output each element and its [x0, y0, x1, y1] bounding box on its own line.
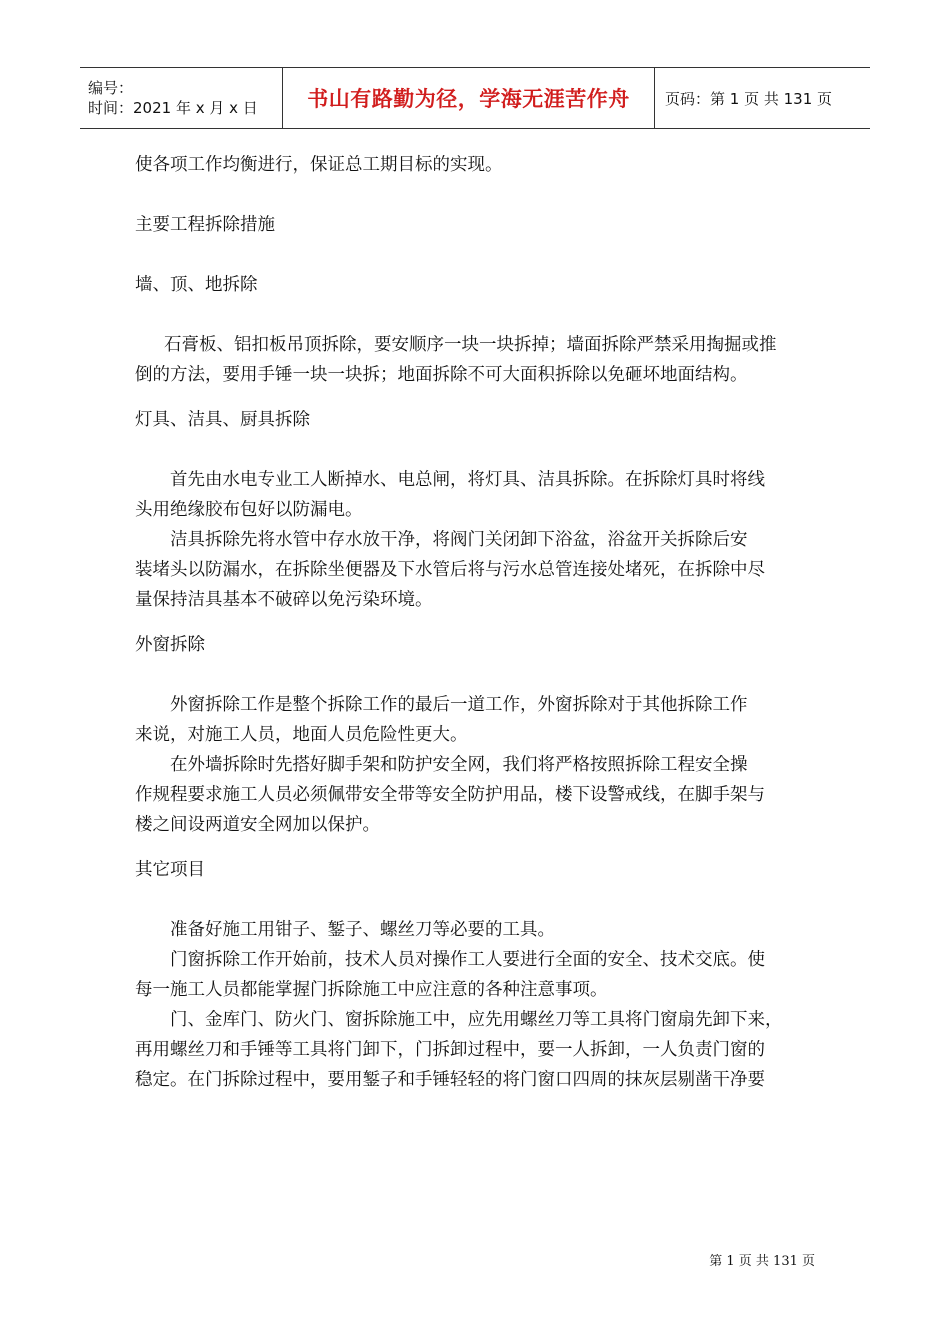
- paragraph-line: 量保持洁具基本不破碎以免污染环境。: [135, 590, 433, 610]
- paragraph-line: 准备好施工用钳子、錾子、螺丝刀等必要的工具。: [170, 920, 555, 940]
- page-header: [80, 67, 870, 129]
- paragraph-line: 装堵头以防漏水，在拆除坐便器及下水管后将与污水总管连接处堵死，在拆除中尽: [135, 560, 765, 580]
- paragraph-line: 洁具拆除先将水管中存水放干净，将阀门关闭卸下浴盆，浴盆开关拆除后安: [170, 530, 748, 550]
- page-footer: 第 1 页 共 131 页: [709, 1254, 815, 1269]
- paragraph-line: 稳定。在门拆除过程中，要用錾子和手锤轻轻的将门窗口四周的抹灰层剔凿干净要: [135, 1070, 765, 1090]
- paragraph-line: 门、金库门、防火门、窗拆除施工中，应先用螺丝刀等工具将门窗扇先卸下来，: [170, 1010, 783, 1030]
- paragraph-line: 倒的方法，要用手锤一块一块拆；地面拆除不可大面积拆除以免砸坏地面结构。: [135, 365, 748, 385]
- section-heading: 其它项目: [135, 860, 205, 880]
- paragraph-line: 外窗拆除工作是整个拆除工作的最后一道工作，外窗拆除对于其他拆除工作: [170, 695, 748, 715]
- header-motto: 书山有路勤为径，学海无涯苦作舟: [282, 68, 655, 128]
- number-label: 编号：: [88, 79, 134, 97]
- header-page-info: 页码：第 1 页 共 131 页: [665, 89, 833, 108]
- paragraph-line: 来说，对施工人员，地面人员危险性更大。: [135, 725, 468, 745]
- paragraph-line: 在外墙拆除时先搭好脚手架和防护安全网，我们将严格按照拆除工程安全操: [170, 755, 748, 775]
- paragraph-line: 楼之间设两道安全网加以保护。: [135, 815, 380, 835]
- paragraph-line: 石膏板、铝扣板吊顶拆除，要安顺序一块一块拆掉；墙面拆除严禁采用掏掘或推: [164, 335, 777, 355]
- paragraph-line: 使各项工作均衡进行，保证总工期目标的实现。: [135, 155, 503, 175]
- paragraph-line: 头用绝缘胶布包好以防漏电。: [135, 500, 363, 520]
- document-body: [135, 150, 817, 1095]
- paragraph-line: 再用螺丝刀和手锤等工具将门卸下，门拆卸过程中，要一人拆卸，一人负责门窗的: [135, 1040, 765, 1060]
- paragraph-line: 门窗拆除工作开始前，技术人员对操作工人要进行全面的安全、技术交底。使: [170, 950, 765, 970]
- section-heading: 外窗拆除: [135, 635, 205, 655]
- paragraph-line: 每一施工人员都能掌握门拆除施工中应注意的各种注意事项。: [135, 980, 608, 1000]
- paragraph-line: 首先由水电专业工人断掉水、电总闸，将灯具、洁具拆除。在拆除灯具时将线: [170, 470, 765, 490]
- header-meta: [80, 68, 282, 128]
- section-heading: 主要工程拆除措施: [135, 215, 275, 235]
- time-label: 时间：2021 年 x 月 x 日: [88, 99, 258, 117]
- paragraph-line: 作规程要求施工人员必须佩带安全带等安全防护用品，楼下设警戒线，在脚手架与: [135, 785, 765, 805]
- section-heading: 灯具、洁具、厨具拆除: [135, 410, 310, 430]
- section-heading: 墙、顶、地拆除: [135, 275, 258, 295]
